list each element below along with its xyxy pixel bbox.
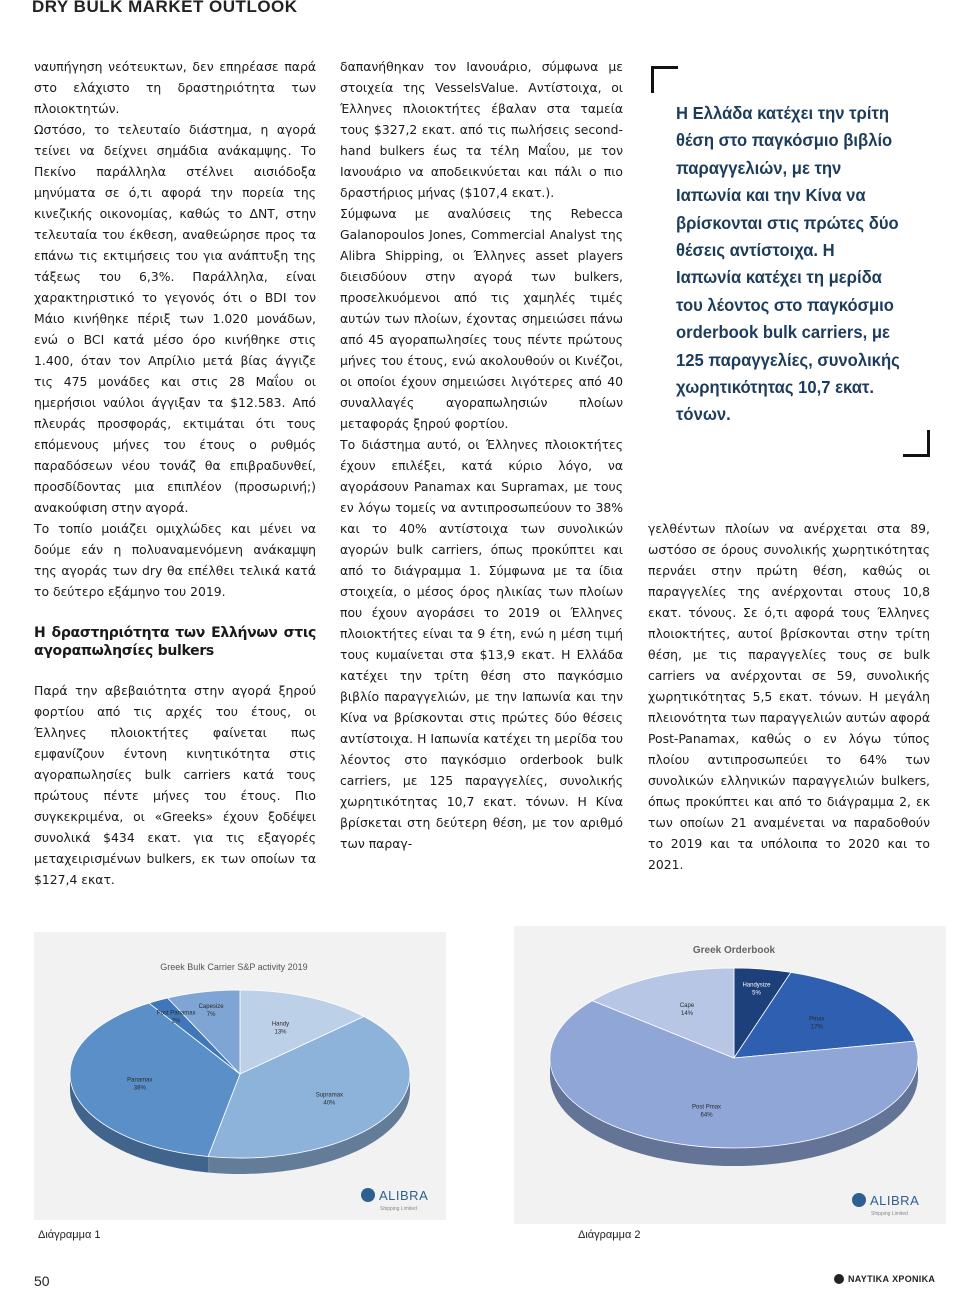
pie-label-value: 17% (810, 1024, 823, 1031)
pullquote-bracket-bottom (903, 430, 930, 457)
paragraph: Σύμφωνα με αναλύσεις της Rebecca Galanopoulos Jones, Commercial Analyst της Alibra Shipping, οι Έλληνες asset players διεισδύουν στην αγορά των bulkers, προσελκυόμενοι από τις χαμηλές τιμές αυτών των πλοίων, έχοντας σημειώσει πάνω από 45 αγοραπωλησίες τους πέντε πρώτους μήνες του έτους, ενώ ακολουθούν οι Κινέζοι, οι οποίοι έχουν σημειώσει λιγότερες από 40 συναλλαγές αγοραπωλησιών πλοίων μεταφοράς ξηρού φορτίου. (340, 206, 623, 431)
pullquote-bracket-top (651, 66, 678, 93)
alibra-logo-icon (852, 1193, 866, 1207)
paragraph: Το τοπίο μοιάζει ομιχλώδες και μένει να δούμε εάν η πολυαναμενόμενη ανάκαμψη της αγοράς των dry θα επέλθει τελικά κατά το δεύτερο εξάμηνο του 2019. (34, 521, 316, 599)
logo-subtext: Shipping Limited (871, 1211, 908, 1217)
paragraph: Παρά την αβεβαιότητα στην αγορά ξηρού φορτίου από τις αρχές του έτους, οι Έλληνες πλοιοκτήτες φαίνεται πως εμφανίζουν έντονη κινητικότητα στις αγοραπωλησίες bulk carriers κατά τους πρώτους πέντε μήνες του έτους. Πιο συγκεκριμένα, οι «Greeks» έχουν ξοδέψει συνολικά $434 εκατ. για τις εξαγορές μεταχειρισμένων bulkers, εκ των οποίων τα $127,4 εκατ. (34, 683, 316, 887)
chart-1-title: Greek Bulk Carrier S&P activity 2019 (160, 962, 308, 972)
chart-2 (514, 926, 946, 1224)
pie-label-category: Handysize (742, 982, 771, 989)
pie-label-value: 14% (680, 1011, 694, 1018)
pie-label-value: 7% (206, 1012, 216, 1019)
logo-subtext: Shipping Limited (380, 1206, 417, 1212)
chart-1 (34, 932, 446, 1220)
brand-logo-icon (834, 1274, 844, 1284)
logo-text: ALIBRA (379, 1188, 429, 1203)
pie-label-category: Handy (271, 1021, 290, 1028)
subheading: Η δραστηριότητα των Ελλήνων στις αγοραπωλησίες bulkers (34, 625, 316, 659)
chart-2-pie (550, 968, 918, 1166)
pie-label-value: 2% (171, 1018, 181, 1025)
paragraph: ναυπήγηση νεότευκτων, δεν επηρέασε παρά στο ελάχιστο τη δραστηριότητα των πλοιοκτητών. (34, 59, 316, 116)
alibra-logo-icon (361, 1188, 375, 1202)
footer-brand: ΝΑΥΤΙΚΑ ΧΡΟΝΙΚΑ (848, 1274, 936, 1284)
pie-label-value: 64% (700, 1112, 713, 1119)
pie-label-category: Post Pmax (692, 1104, 722, 1111)
article-column-1 (34, 56, 316, 890)
pie-label-value: 5% (752, 990, 761, 997)
logo-text: ALIBRA (870, 1193, 920, 1208)
page-number: 50 (34, 1273, 50, 1289)
pie-label-category: Supramax (315, 1092, 344, 1099)
pie-label-value: 40% (323, 1100, 336, 1107)
pie-label-category: Pmax (809, 1016, 825, 1023)
pie-label-value: 38% (133, 1085, 146, 1092)
pie-label-category: Capesize (198, 1004, 224, 1011)
paragraph: δαπανήθηκαν τον Ιανουάριο, σύμφωνα με στοιχεία της VesselsValue. Αντίστοιχα, οι Έλληνες πλοιοκτήτες έβαλαν στα ταμεία τους $327,2 εκατ. από τις πωλήσεις second-hand bulkers έως τα τέλη Μαΐου, με τον Ιανουάριο να αποδεικνύεται και πάλι ο πιο δραστήριος μήνας ($107,4 εκατ.). (340, 59, 623, 200)
chart-1-pie (70, 990, 410, 1174)
article-column-2 (340, 56, 623, 854)
chart-2-caption: Διάγραμμα 2 (578, 1229, 641, 1241)
paragraph: γελθέντων πλοίων να ανέρχεται στα 89, ωστόσο σε όρους συνολικής χωρητικότητας περνάει στην πρώτη θέση, καθώς οι παραγγελίες της ανέρχονται στους 10,8 εκατ. τόνους. Σε ό,τι αφορά τους Έλληνες πλοιοκτήτες, αυτοί βρίσκονται στην τρίτη θέση, με τις παραγγελίες τους σε bulk carriers να ανέρχονται σε 59, συνολικής χωρητικότητας 5,5 εκατ. τόνων. Η μεγάλη πλειονότητα των παραγγελιών αυτών αφορά Post-Panamax, καθώς ο εν λόγω τύπος πλοίου αντιπροσωπεύει το 64% των συνολικών ελληνικών παραγγελιών bulkers, όπως προκύπτει και από το διάγραμμα 2, εκ των οποίων 21 αναμένεται να παραδοθούν το 2019 και τα υπόλοιπα το 2020 και το 2021. (648, 521, 930, 872)
pullquote: Η Ελλάδα κατέχει την τρίτη θέση στο παγκόσμιο βιβλίο παραγγελιών, με την Ιαπωνία και την Κίνα να βρίσκονται στις πρώτες δύο θέσεις αντίστοιχα. Η Ιαπωνία κατέχει τη μερίδα του λέοντος στο παγκόσμιο orderbook bulk carriers, με 125 παραγγελίες, συνολικής χωρητικότητας 10,7 εκατ. τόνων. (676, 103, 900, 425)
paragraph: Ωστόσο, το τελευταίο διάστημα, η αγορά τείνει να δείχνει σημάδια ανάκαμψης. Το Πεκίνο παράλληλα στέλνει αισιόδοξα μηνύματα σε ό,τι αφορά την πορεία της κινεζικής οικονομίας, καθώς το ΔΝΤ, στην τελευταία του έκθεση, αναθεώρησε προς τα επάνω τις εκτιμήσεις του για ανάπτυξη της τάξεως του 6,3%. Παράλληλα, είναι χαρακτηριστικό το γεγονός ότι ο BDI τον Μάιο κινήθηκε πέριξ των 1.020 μονάδων, ενώ ο BCI κατά μέσο όρο κινήθηκε στις 1.400, όταν τον Απρίλιο μετά βίας άγγιζε τις 475 μονάδες και στις 28 Μαΐου οι ημερήσιοι ναύλοι άγγιξαν τα $12.583. Από πλευράς προσφοράς, εκτιμάται ότι τους επόμενους μήνες του έτους ο ρυθμός παραδόσεων νέου τονάζ θα επιβραδυνθεί, προσδίδοντας μια επιπλέον (προσωρινή;) ανακούφιση στην αγορά. (34, 122, 316, 515)
paragraph: Το διάστημα αυτό, οι Έλληνες πλοιοκτήτες έχουν επιλέξει, κατά κύριο λόγο, να αγοράσουν Panamax και Supramax, με τους εν λόγω τομείς να αντιπροσωπεύουν το 38% και το 40% αντίστοιχα των συνολικών αγορών bulk carriers, όπως προκύπτει και από το διάγραμμα 1. Σύμφωνα με τα ίδια στοιχεία, ο μέσος όρος ηλικίας των πλοίων που έχουν αγοράσει το 2019 οι Έλληνες πλοιοκτήτες είναι τα 9 έτη, ενώ η μέση τιμή τους κυμαίνεται στα $13,9 εκατ. Η Ελλάδα κατέχει την τρίτη θέση στο παγκόσμιο βιβλίο παραγγελιών, με την Ιαπωνία και την Κίνα να βρίσκονται στις πρώτες δύο θέσεις αντίστοιχα. Η Ιαπωνία κατέχει τη μερίδα του λέοντος στο παγκόσμιο orderbook bulk carriers, με 125 παραγγελίες, συνολικής χωρητικότητας 10,7 εκατ. τόνων. Η Κίνα βρίσκεται στη δεύτερη θέση, με τον αριθμό των παραγ- (340, 437, 623, 851)
pie-label-category: Cape (679, 1003, 695, 1010)
pie-label-category: Post Panamax (156, 1010, 196, 1017)
pie-label-category: Panamax (127, 1077, 153, 1084)
chart-1-caption: Διάγραμμα 1 (38, 1229, 101, 1241)
article-column-3 (648, 518, 930, 875)
chart-2-title: Greek Orderbook (692, 945, 776, 956)
pie-label-value: 13% (274, 1029, 287, 1036)
section-header: DRY BULK MARKET OUTLOOK (32, 0, 298, 16)
